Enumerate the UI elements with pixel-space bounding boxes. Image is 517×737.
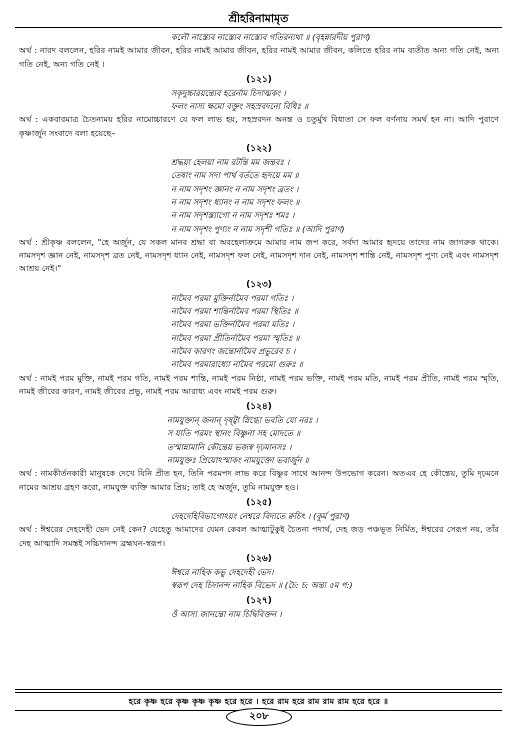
page-number: ২০৮ xyxy=(226,708,292,726)
verse-line: ন নাম সদৃশং ধ্যানং ন নাম সদৃশং ফলং ॥ xyxy=(171,196,300,207)
verse-number: (১২২) xyxy=(246,144,272,155)
verse-line: দেহদেহিবিভাগোঽয়ং নেশ্বরে বিদ্যতে ক্বচিৎ । (কূর্ম পুরাণ) xyxy=(171,510,350,521)
verse-line: নামৈব পরমা প্রীতির্নামৈব পরমা স্মৃতিঃ ॥ xyxy=(171,332,300,343)
verse-line: কলৌ নাস্ত্যেব নাস্ত্যেব নাস্ত্যেব গতিরন্যথা ॥ (বৃহন্নারদীয় পুরাণ) xyxy=(171,32,371,42)
verse-number: (১২৪) xyxy=(246,402,272,413)
verse-line: স যাতি পরমং স্থানং বিষ্ণুনা সহ মোদতে ॥ xyxy=(167,428,301,439)
meaning-paragraph: অর্থ : নারদ বললেন, হরির নামই আমার জীবন, হরির নামই আমার জীবন, হরির নামই আমার জীবন, কলিতে হরির নাম ব্যতীত অন্য গতি নেই, অন্য গতি নেই, অন্য গতি নেই । xyxy=(19,45,499,69)
verse-line: নামৈব পরমা শান্তির্নামৈব পরমা স্থিতিঃ ॥ xyxy=(171,306,299,317)
verse-line: স্বরূপ দেহ চিদানন্দ নাহিক বিভেদ ॥ (চৈ: চ: অন্ত্য ৫ম প:) xyxy=(171,580,353,591)
verse-line: সকৃদুচ্চারয়ন্ত্যেব হরের্নাম চিদাত্মকং । xyxy=(171,87,286,98)
meaning-paragraph: অর্থ : নামকীর্তনকারী মানুষকে দেখে যিনি প্রীত হন, তিনি পরমপদ লাভ করে বিষ্ণুর সাথে আনন্দ উপভোগ করেন। অতএব হে কৌন্তেয়, তুমি দৃঢ়মনে নামের আশ্রয় গ্রহণ করো, নামযুক্ত ব্যক্তি আমার প্রিয়; তাই হে অর্জুন, তুমি নামযুক্ত হও। xyxy=(19,468,499,492)
verse-line: নামযুক্তঃ প্রিয়োঽস্মাকং নামযুক্তো ভবার্জুন ॥ xyxy=(167,455,309,466)
meaning-paragraph: অর্থ : নামই পরম মুক্তি, নামই পরম গতি, নামই পরম শান্তি, নামই পরম নিষ্ঠা, নামই পরম ভক্তি, নামই পরম মতি, নামই পরম প্রীতি, নামই পরম স্মৃতি, নামই জীবের কারণ, নামই জীবের প্রভু, নামই পরম আরাধ্য এবং নামই পরম গুরু। xyxy=(19,372,499,396)
verse-line: ন নাম সদৃশস্ত্যাগো ন নাম সদৃশঃ শমঃ । xyxy=(171,210,295,221)
verse-line: নামযুক্তান্ জনান্ দৃষ্ট্বা স্নিগ্ধো ভবতি যো নরঃ । xyxy=(167,415,318,426)
verse-number: (১২৫) xyxy=(246,497,272,508)
verse-line: ন নাম সদৃশং জ্ঞানং ন নাম সদৃশং ব্রতং । xyxy=(171,183,299,194)
verse-number: (১২৩) xyxy=(246,279,272,290)
verse-line: ঈশ্বরে নাহিক কভু দেহদেহী ভেদ। xyxy=(171,566,274,577)
meaning-paragraph: অর্থ : ঈশ্বরের দেহদেহী ভেদ নেই কেন? যেহেতু আমাদের যেমন কেবল আত্মাটুকুই চৈতন্য পদার্থ, দেহ জড় পঞ্চভূত নির্মিত, ঈশ্বরের সেরূপ নয়, তাঁর দেহ আত্মাদি সমস্তই সচ্চিদানন্দ ব্রহ্মঘন-স্বরূপ। xyxy=(19,524,499,548)
verse-line: তস্মান্নামানি কৌন্তেয় ভজস্ব দৃঢ়মানসঃ । xyxy=(167,441,292,452)
meaning-paragraph: অর্থ : একবারমাত্র চৈতন্যময় হরির নামোচ্চারণে যে ফল লাভ হয়, সহস্রবদন অনন্ত ও চতুর্মুখ বিধাতা সে ফল বর্ণনায় সমর্থ হন না। আদি পুরাণে কৃষ্ণার্জুন সংবাদে বলা হয়েছে– xyxy=(19,114,499,138)
verse-line: ওঁ আস্য জানন্তো নাম চিদ্বিবিক্তন । xyxy=(171,609,282,620)
verse-line: নামৈব পরমা ভক্তির্নামৈব পরমা মতিঃ । xyxy=(171,319,295,330)
verse-line: ন নাম সদৃশং পুণ্যং ন নাম সদৃশী গতিঃ ॥ (আদি পুরাণ) xyxy=(171,223,345,234)
footer-divider xyxy=(15,692,502,693)
verse-number: (১২৭) xyxy=(246,596,272,607)
verse-line: তেষাং নাম সদা পার্থ বর্ততে হৃদয়ে মম ॥ xyxy=(171,170,299,181)
header-divider xyxy=(15,27,502,28)
footer-divider xyxy=(15,689,502,690)
verse-number: (১২৬) xyxy=(246,553,272,564)
verse-number: (১২১) xyxy=(246,74,272,85)
page-header-title: শ্রীহরিনামামৃত xyxy=(228,12,289,25)
verse-line: ফলং নাস্য ক্ষমো বক্তুং সহস্রবদনো বিধিঃ ॥ xyxy=(171,101,309,112)
verse-line: নামৈব কারণং জন্তোর্নামৈব প্রভুরেব চ । xyxy=(171,345,296,356)
footer-mantra: হরে কৃষ্ণ হরে কৃষ্ণ কৃষ্ণ কৃষ্ণ হরে হরে । হরে রাম হরে রাম রাম রাম হরে হরে ॥ xyxy=(128,697,389,706)
page-content xyxy=(19,31,499,622)
meaning-paragraph: অর্থ : শ্রীকৃষ্ণ বললেন, "হে অর্জুন, যে সকল মানব শ্রদ্ধা বা অবহেলাক্রমে আমার নাম জপ করে, সর্বদা আমার হৃদয়ে তাদের নাম জাগরুক থাকে। নামসদৃশ জ্ঞান নেই, নামসদৃশ ব্রত নেই, নামসদৃশ ধ্যান নেই, নামসদৃশ ফল নেই, নামসদৃশ দান নেই, নামসদৃশ শান্তি নেই, নামসদৃশ পুণ্য নেই এবং নামসদৃশ আশ্রয় নেই।" xyxy=(19,236,499,274)
verse-line: নামৈব পরমা মুক্তির্নামৈব পরমা গতিঃ । xyxy=(171,292,294,303)
verse-line: নামৈব পরমারাধ্যো নামৈব পরমো গুরুঃ ॥ xyxy=(171,359,303,370)
verse-line: শ্রদ্ধয়া হেলয়া নাম রটন্তি মম জন্তবঃ । xyxy=(171,157,290,168)
